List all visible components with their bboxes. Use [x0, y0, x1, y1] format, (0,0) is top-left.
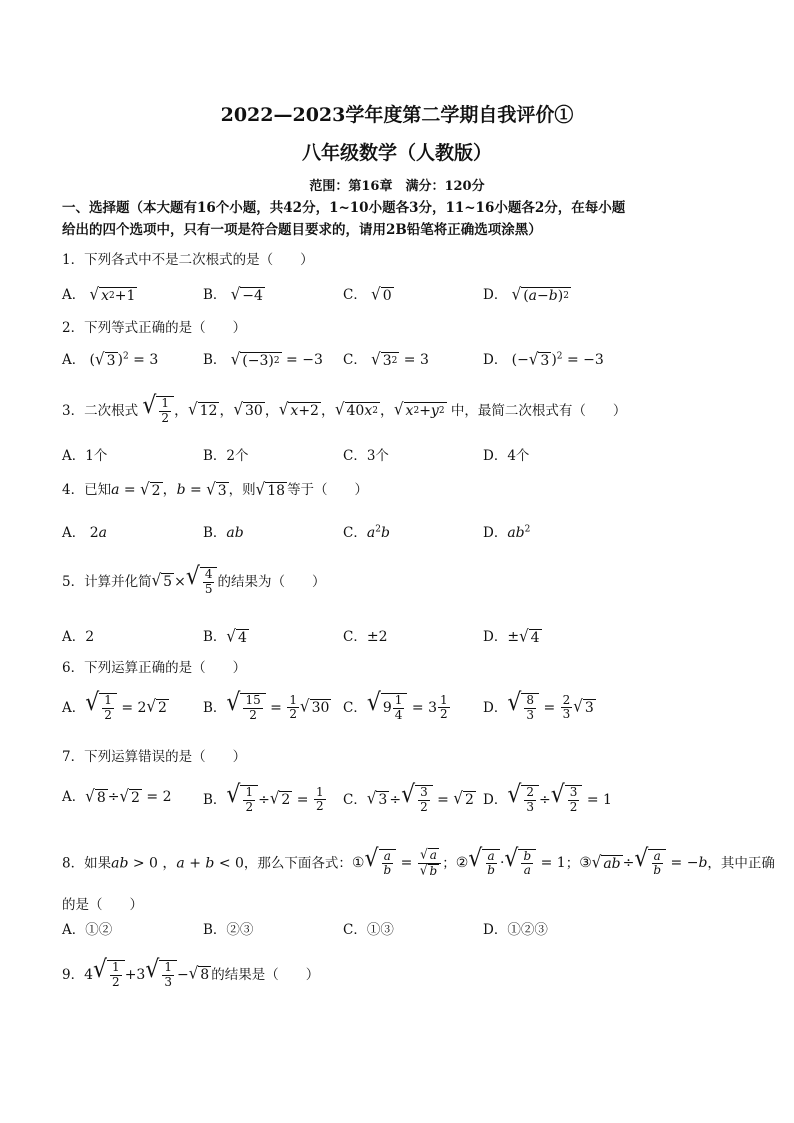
q2-option-a: [62, 348, 158, 369]
q3-option-b: B．2个: [203, 448, 249, 464]
q8-option-c: C．①③: [343, 922, 394, 938]
q7-label-a: A．: [62, 789, 86, 805]
q1-a-expr: √ x 2 +1: [89, 283, 136, 304]
q4-a-expr: 2a: [85, 525, 107, 541]
q4-option-d: [483, 521, 530, 541]
q7-d-expr: √ $\frac{2}{3}$ ÷ √ $\frac{3}{2}$ = 1: [507, 781, 612, 814]
q7-option-d: [483, 781, 612, 815]
q8-stem: 8．如果ab > 0 ，a + b < 0，那么下面各式：① √ $\frac{a}{b}$ = √ a √ b ；② √ $\frac{a}{b}$ · √ $\frac{b}{a}$ = 1；③ √ ab ÷ √ $\frac{a}{b}$ = −b，其中正确: [62, 844, 775, 878]
q5-option-a: [62, 625, 94, 645]
q4-label-c: C．: [343, 525, 367, 541]
q8-expr-1: ① √ $\frac{a}{b}$ = √ a √ b: [352, 855, 442, 871]
q8-option-b: B．②③: [203, 922, 254, 938]
q3-stem-post: 中，最简二次根式有（ ）: [450, 402, 627, 419]
q1-label-d: D．: [483, 287, 508, 303]
q3-option-c: C．3个: [343, 448, 389, 464]
q1-option-c: [343, 283, 394, 304]
q6-label-a: A．: [62, 699, 86, 716]
q1-label-a: A．: [62, 287, 86, 303]
q8-option-d: D．①②③: [483, 922, 548, 938]
q5-stem-pre: 5．计算并化简: [62, 573, 152, 590]
q6-option-d: [483, 689, 596, 723]
q3-radicals: √ $\frac{1}{2}$ ， √ 12 ， √ 30 ， √ x +2 ， √ 40 x 2 ， √ x 2 + y 2: [142, 392, 445, 425]
section-heading-line2: 给出的四个选项中，只有一项是符合题目要求的，请用2B铅笔将正确选项涂黑）: [62, 222, 542, 238]
q7-label-b: B．: [203, 791, 227, 808]
q4-c-expr: $a^2b$: [366, 524, 390, 541]
q6-option-b: [203, 689, 331, 723]
q4-stem-post: 等于（ ）: [287, 482, 369, 498]
q7-stem: 7．下列运算错误的是（ ）: [62, 749, 247, 765]
q1-label-b: B．: [203, 287, 227, 303]
q2-stem: 2．下列等式正确的是（ ）: [62, 320, 247, 336]
q8-stem-mid: ，那么下面各式：: [243, 855, 352, 872]
q5-label-b: B．: [203, 629, 227, 645]
q4-b-expr: ab: [226, 525, 244, 541]
q2-option-d: [483, 348, 604, 369]
q6-c-expr: √ 9 $\frac{1}{4}$ = 3 $\frac{1}{2}$: [366, 689, 448, 722]
q4-label-b: B．: [203, 525, 227, 541]
q7-option-c: [343, 781, 476, 815]
q1-stem: 1．下列各式中不是二次根式的是（ ）: [62, 252, 314, 268]
q1-option-d: [483, 283, 571, 304]
q3-stem-pre: 3．二次根式: [62, 402, 139, 419]
q5-option-c: [343, 625, 387, 645]
q6-a-expr: √ $\frac{1}{2}$ = 2 √ 2: [85, 689, 167, 722]
q5-d-expr: ± √ 4: [507, 625, 540, 646]
q8-stem-line2: 的是（ ）: [62, 897, 143, 913]
q5-stem: [62, 563, 326, 597]
q2-c-expr: √ 3 2 = 3: [371, 348, 429, 369]
section-heading-line1: 一、选择题（本大题有16个小题，共42分，1~10小题各3分，11~16小题各2分，在每小题: [62, 200, 626, 216]
q5-label-a: A．: [62, 629, 86, 645]
q6-d-expr: √ $\frac{8}{3}$ = $\frac{2}{3}$ √ 3: [507, 689, 594, 722]
q8-conditions: ab > 0 ，a + b < 0: [111, 855, 244, 872]
q8-expr-2: ② √ $\frac{a}{b}$ · √ $\frac{b}{a}$ = 1: [455, 844, 566, 878]
q4-stem: [62, 478, 368, 499]
q2-a-expr: ( √ 3 )$^2$ = 3: [89, 348, 159, 369]
q2-d-expr: (− √ 3 )$^2$ = −3: [511, 348, 604, 369]
q4-option-a: [62, 521, 107, 541]
q1-option-a: [62, 283, 137, 304]
q4-given: a = √ 2 ，b = √ 3: [111, 478, 227, 499]
q4-d-expr: $ab^2$: [507, 524, 531, 541]
q6-option-c: [343, 689, 451, 723]
q5-c-expr: ±2: [366, 629, 388, 645]
q2-label-b: B．: [203, 352, 227, 368]
q6-stem: 6．下列运算正确的是（ ）: [62, 660, 247, 676]
q8-stem-pre: 8．如果: [62, 855, 112, 872]
q8-option-a: A．①②: [62, 922, 113, 938]
q2-label-a: A．: [62, 352, 86, 368]
q2-label-c: C．: [343, 352, 367, 368]
q5-option-d: [483, 625, 542, 646]
q7-option-b: [203, 781, 327, 815]
q3-option-a: A．1个: [62, 448, 108, 464]
q7-label-d: D．: [483, 791, 508, 808]
q7-option-a: [62, 785, 172, 806]
q4-option-c: [343, 521, 390, 541]
q9-stem-pre: 9．: [62, 966, 85, 983]
q4-stem-pre: 4．已知: [62, 482, 112, 498]
q2-option-b: [203, 348, 323, 369]
q4-stem-mid: ，则: [228, 482, 256, 498]
exam-range: 范围：第16章 满分：120分: [309, 179, 485, 194]
q4-label-a: A．: [62, 525, 86, 541]
q5-label-d: D．: [483, 629, 508, 645]
page-title: 2022—2023学年度第二学期自我评价①: [220, 104, 574, 126]
q1-c-expr: √ 0: [371, 283, 392, 304]
q8-stem-post: ，其中正确: [707, 855, 775, 872]
q9-stem: [62, 956, 320, 990]
q5-stem-post: 的结果为（ ）: [217, 573, 326, 590]
q9-expr: 4 √ $\frac{1}{2}$ +3 √ $\frac{1}{3}$ − √ 8: [84, 956, 210, 989]
q4-label-d: D．: [483, 525, 508, 541]
q1-d-expr: √ ( a − b ) 2: [511, 283, 569, 304]
q6-label-b: B．: [203, 699, 227, 716]
q2-b-expr: √ (−3) 2 = −3: [230, 348, 323, 369]
q7-b-expr: √ $\frac{1}{2}$ ÷ √ 2 = $\frac{1}{2}$: [226, 781, 324, 814]
q6-label-d: D．: [483, 699, 508, 716]
q7-label-c: C．: [343, 791, 367, 808]
q3-option-d: D．4个: [483, 448, 530, 464]
q5-label-c: C．: [343, 629, 367, 645]
q7-c-expr: √ 3 ÷ √ $\frac{3}{2}$ = √ 2: [366, 781, 474, 814]
q1-b-expr: √ −4: [230, 283, 263, 304]
q8-expr-3: ③ √ ab ÷ √ $\frac{a}{b}$ = −b: [579, 844, 708, 878]
q9-stem-post: 的结果是（ ）: [211, 966, 320, 983]
page-subtitle: 八年级数学（人教版）: [301, 142, 492, 164]
q5-b-expr: √ 4: [226, 625, 247, 646]
q5-option-b: [203, 625, 249, 646]
q5-a-expr: 2: [85, 629, 95, 645]
q2-option-c: [343, 348, 429, 369]
q1-label-c: C．: [343, 287, 367, 303]
q2-label-d: D．: [483, 352, 508, 368]
q4-target: √ 18: [255, 478, 286, 499]
q4-option-b: [203, 521, 244, 541]
q6-option-a: [62, 689, 169, 723]
q3-stem: [62, 392, 627, 426]
q5-expr: √ 5 × √ $\frac{4}{5}$: [152, 574, 218, 590]
q7-a-expr: √ 8 ÷ √ 2 = 2: [85, 785, 172, 806]
q1-option-b: [203, 283, 265, 304]
q6-b-expr: √ $\frac{15}{2}$ = $\frac{1}{2}$ √ 30: [226, 689, 330, 722]
q6-label-c: C．: [343, 699, 367, 716]
